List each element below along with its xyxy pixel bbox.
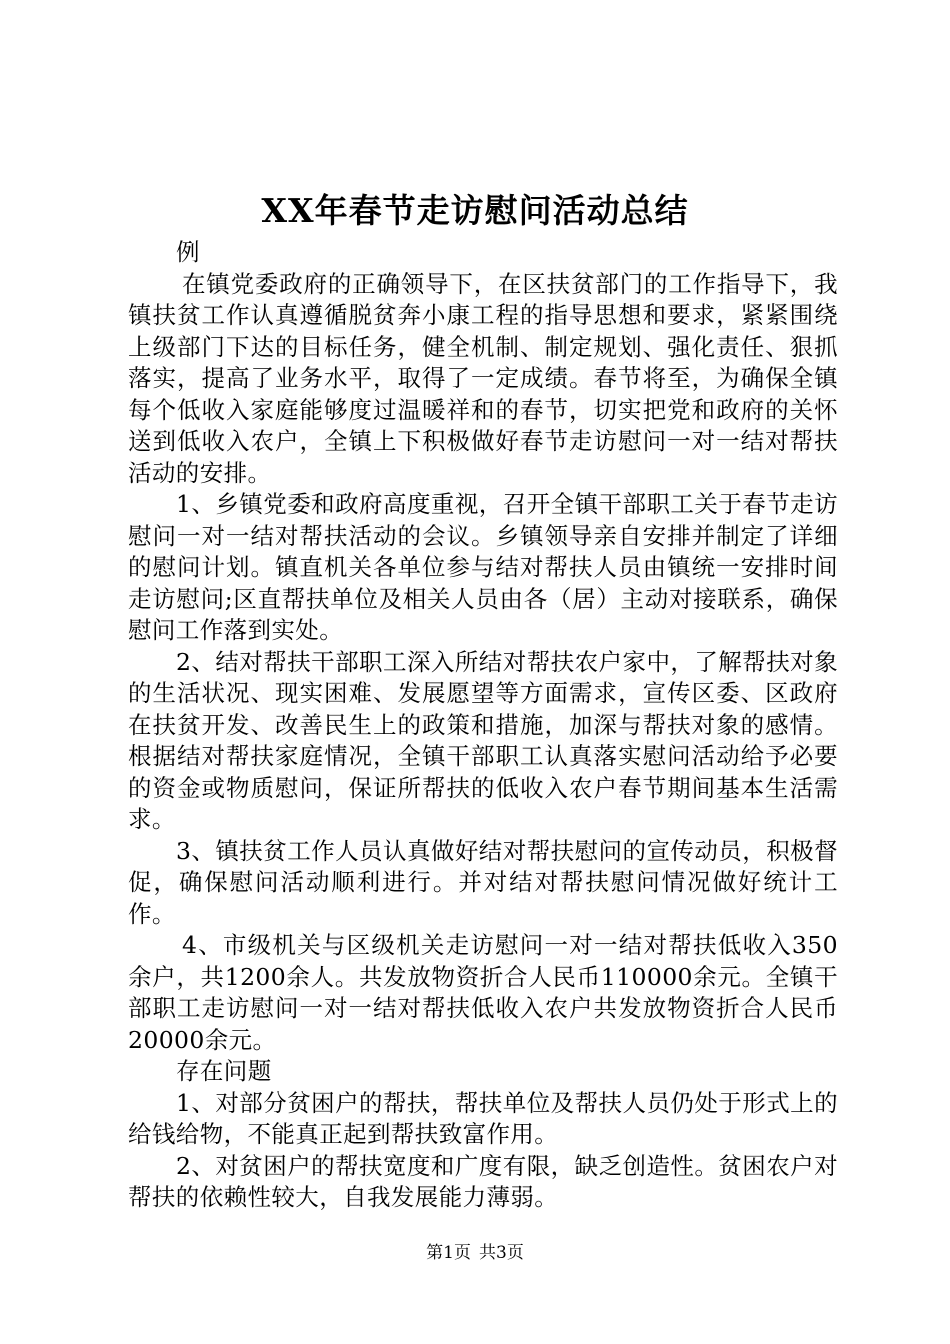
page-footer <box>0 1241 950 1265</box>
page-number-current: 第1页 <box>426 1243 471 1263</box>
document-title: XX年春节走访慰问活动总结 <box>261 191 689 230</box>
paragraph-item-1: 1、乡镇党委和政府高度重视，召开全镇干部职工关于春节走访慰问一对一结对帮扶活动的会议。乡镇领导亲自安排并制定了详细的慰问计划。镇直机关各单位参与结对帮扶人员由镇统一安排时间走访慰问;区直帮扶单位及相关人员由各（居）主动对接联系，确保慰问工作落到实处。 <box>128 490 838 644</box>
paragraph-intro: 在镇党委政府的正确领导下，在区扶贫部门的工作指导下，我镇扶贫工作认真遵循脱贫奔小康工程的指导思想和要求，紧紧围绕上级部门下达的目标任务，健全机制、制定规划、强化责任、狠抓落实，提高了业务水平，取得了一定成绩。春节将至，为确保全镇每个低收入家庭能够度过温暖祥和的春节，切实把党和政府的关怀送到低收入农户，全镇上下积极做好春节走访慰问一对一结对帮扶活动的安排。 <box>128 269 838 487</box>
paragraph-problem-2: 2、对贫困户的帮扶宽度和广度有限，缺乏创造性。贫困农户对帮扶的依赖性较大，自我发展能力薄弱。 <box>128 1151 838 1211</box>
paragraph-item-4: 4、市级机关与区级机关走访慰问一对一结对帮扶低收入350余户，共1200余人。共发放物资折合人民币110000余元。全镇干部职工走访慰问一对一结对帮扶低收入农户共发放物资折合人民币20000余元。 <box>128 931 838 1054</box>
paragraph-example-label: 例 <box>176 238 200 266</box>
page-number-total: 共3页 <box>479 1243 524 1263</box>
paragraph-problem-1: 1、对部分贫困户的帮扶，帮扶单位及帮扶人员仍处于形式上的给钱给物，不能真正起到帮扶致富作用。 <box>128 1088 838 1148</box>
section-heading-problems: 存在问题 <box>176 1057 272 1085</box>
paragraph-item-3: 3、镇扶贫工作人员认真做好结对帮扶慰问的宣传动员，积极督促，确保慰问活动顺利进行。并对结对帮扶慰问情况做好统计工作。 <box>128 836 838 928</box>
document-body <box>128 237 838 1214</box>
paragraph-item-2: 2、结对帮扶干部职工深入所结对帮扶农户家中，了解帮扶对象的生活状况、现实困难、发展愿望等方面需求，宣传区委、区政府在扶贫开发、改善民生上的政策和措施，加深与帮扶对象的感情。根据结对帮扶家庭情况，全镇干部职工认真落实慰问活动给予必要的资金或物质慰问，保证所帮扶的低收入农户春节期间基本生活需求。 <box>128 647 838 833</box>
